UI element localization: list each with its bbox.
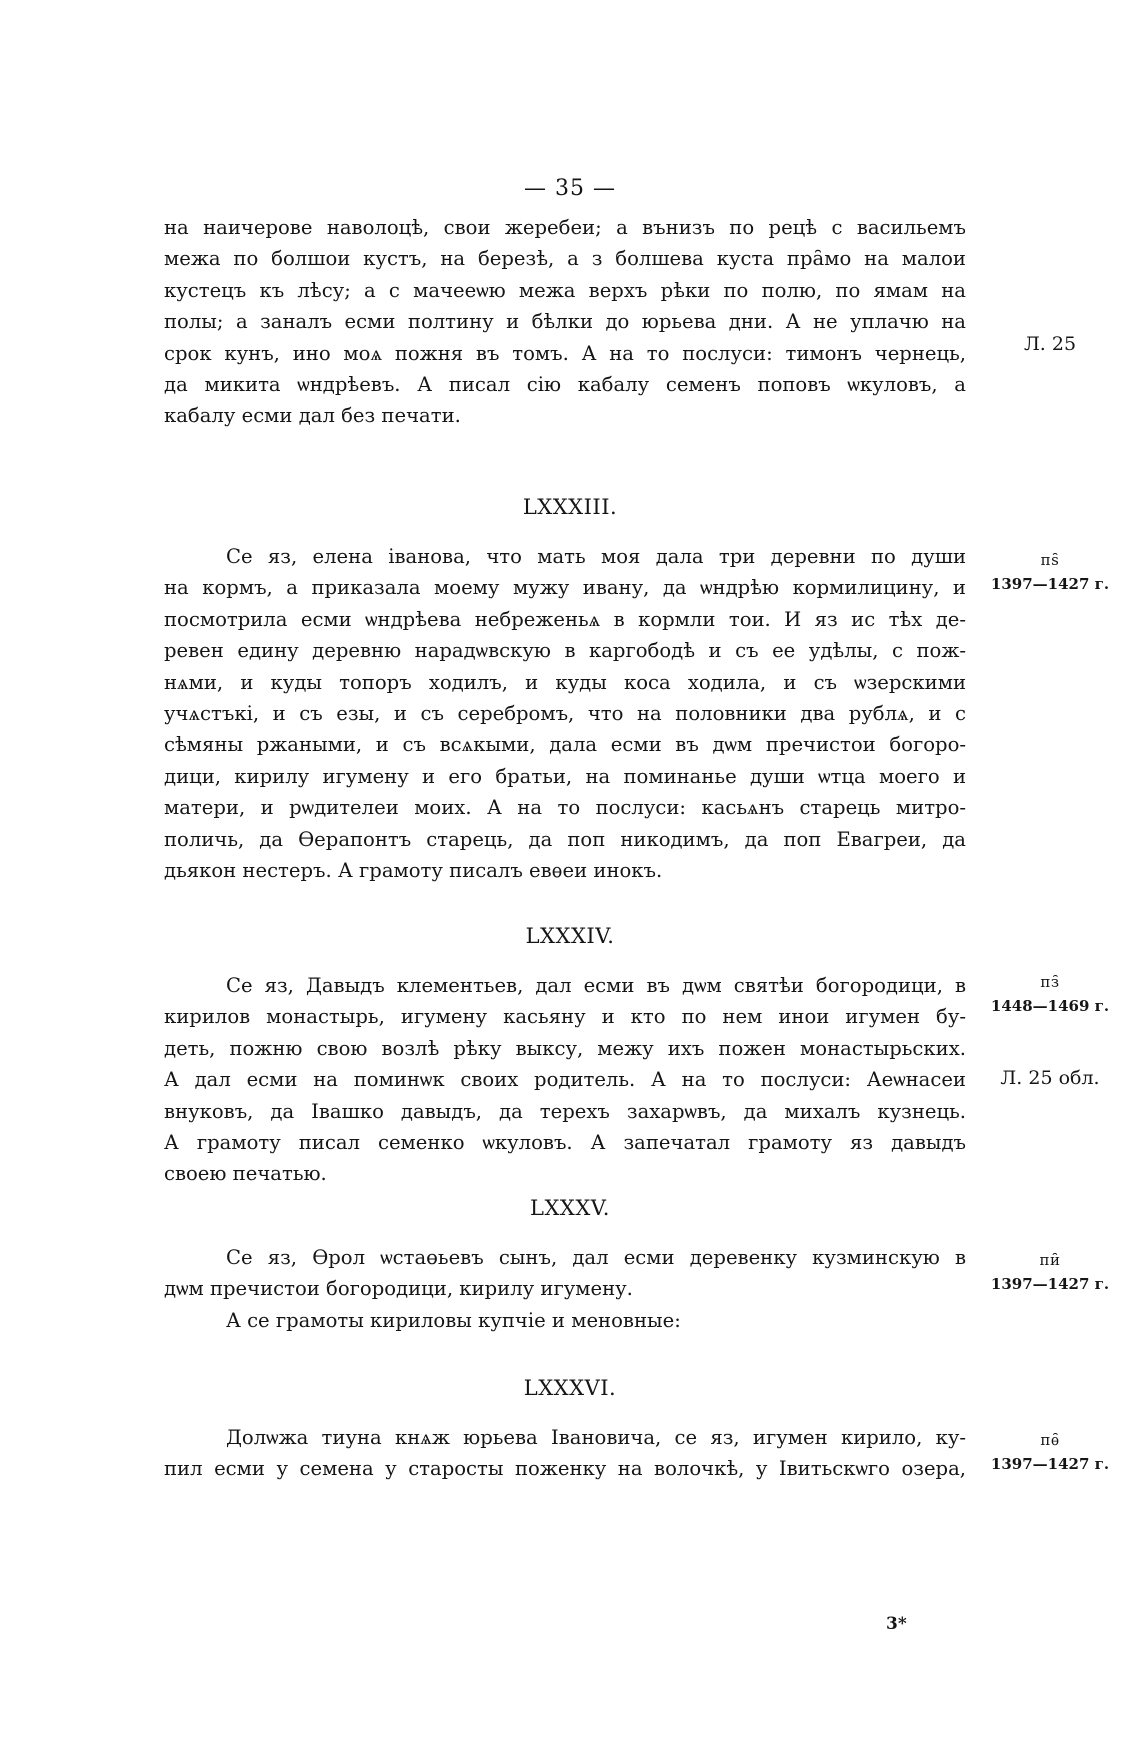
text-line: внуковъ, да Івашко давыдъ, да терехъ захарѡвъ, да михалъ кузнець. [164,1099,966,1123]
margin-note-s1 [975,548,1125,596]
text-line: Се яз, Өрол ѡстаөьевъ сынъ, дал есми деревенку кузминскую в [226,1246,966,1269]
page-number: — 35 — [524,176,616,201]
text-line: дици, кирилу игумену и его братьи, на поминанье души ѡтца моего и [164,764,966,788]
section-heading: LXXXVI. [523,1376,617,1400]
text-line: Се яз, Давыдъ клементьев, дал есми въ дѡм святѣи богородици, в [226,974,966,997]
text-line: ревен едину деревню нарадѡвскую в каргободѣ и съ ее удѣлы, с пож- [164,639,966,663]
text-line: деть, пожню свою возлѣ рѣку выксу, межу ихъ пожен монастырьских. [164,1036,966,1060]
document-number: пи̑ [1039,1251,1061,1269]
text-line: А грамоту писал семенко ѡкуловъ. А запечатал грамоту яз давыдъ [164,1130,966,1154]
text-line: нѧми, и куды топоръ ходилъ, и куды коса ходила, и съ ѡзерскими [164,670,966,694]
text-line: своею печатью. [164,1162,327,1186]
text-line: А дал есми на поминѡк своих родитель. А на то послуси: Аеѡнасеи [164,1068,966,1092]
section-body-lxxxiii [164,541,966,886]
signature-mark: 3* [886,1614,907,1634]
document-number: пѕ̑ [1040,551,1060,569]
text-line: на наичерове наволоцѣ, свои жеребеи; а вънизъ по рецѣ с васильемъ [164,216,966,239]
margin-note-leaf [975,1066,1125,1090]
text-line: кирилов монастырь, игумену касьяну и кто по нем инои игумен бу- [164,1005,966,1029]
text-line: кустецъ къ лѣсу; а с мачееѡю межа верхъ рѣки по полю, по ямам на [164,278,966,302]
text-line: Долѡжа тиуна кнѧж юрьева Івановича, се яз, игумен кирило, ку- [226,1426,966,1449]
margin-note-s2 [975,970,1125,1018]
document-number: пѳ̑ [1040,1431,1060,1449]
document-date: 1397—1427 г. [990,1455,1110,1473]
document-date: 1397—1427 г. [990,1275,1110,1293]
document-number: пз̑ [1040,973,1060,991]
document-date: 1397—1427 г. [990,575,1110,593]
section-heading: LXXXIII. [522,495,618,519]
section-body-lxxxv [164,1242,966,1336]
margin-note-s4 [975,1428,1125,1476]
text-line: матери, и рѡдителеи моих. А на то послуси: касьѧнъ старець митро- [164,796,966,820]
text-line: учѧстъкі, и съ езы, и съ серебромъ, что на половники два рублѧ, и с [164,701,966,725]
margin-note-s3 [975,1248,1125,1296]
text-line: да микита ѡндрѣевъ. А писал сію кабалу семенъ поповъ ѡкуловъ, а [164,372,966,396]
text-line: межа по болшои кустъ, на березѣ, а з болшева куста пра̑мо на малои [164,247,966,271]
text-line: дѡм пречистои богородици, кирилу игумену. [164,1277,633,1301]
section-body-lxxxvi [164,1422,966,1485]
text-line: срок кунъ, ино моѧ пожня въ томъ. А на то послуси: тимонъ чернець, [164,341,966,365]
leaf-reference: Л. 25 [1023,333,1077,355]
section-continuation [164,212,966,432]
leaf-reference: Л. 25 обл. [1000,1067,1100,1089]
margin-note-leaf [975,332,1125,356]
text-line: дьякон нестеръ. А грамоту писалъ евѳеи инокъ. [164,858,663,882]
section-heading: LXXXIV. [525,924,615,948]
text-line: поличь, да Өерапонтъ старець, да поп никодимъ, да поп Евагреи, да [164,827,966,851]
section-heading: LXXXV. [530,1196,610,1220]
text-line: полы; а заналъ есми полтину и бѣлки до юрьева дни. А не уплачю на [164,310,966,334]
text-line: на кормъ, а приказала моему мужу ивану, да ѡндрѣю кормилицину, и [164,576,966,600]
text-line: кабалу есми дал без печати. [164,404,461,428]
text-line: пил есми у семена у старосты поженку на волочкѣ, у Івитьскѡго озера, [164,1457,966,1481]
text-line: посмотрила есми ѡндрѣева небреженьѧ в кормли тои. И яз ис тѣх де- [164,607,966,631]
document-date: 1448—1469 г. [990,997,1110,1015]
text-line: сѣмяны ржаными, и съ всѧкыми, дала есми въ дѡм пречистои богоро- [164,733,966,757]
text-line: Се яз, елена іванова, что мать моя дала три деревни по души [226,545,966,568]
section-body-lxxxiv [164,970,966,1190]
text-line: А се грамоты кириловы купчіе и меновные: [226,1308,681,1332]
